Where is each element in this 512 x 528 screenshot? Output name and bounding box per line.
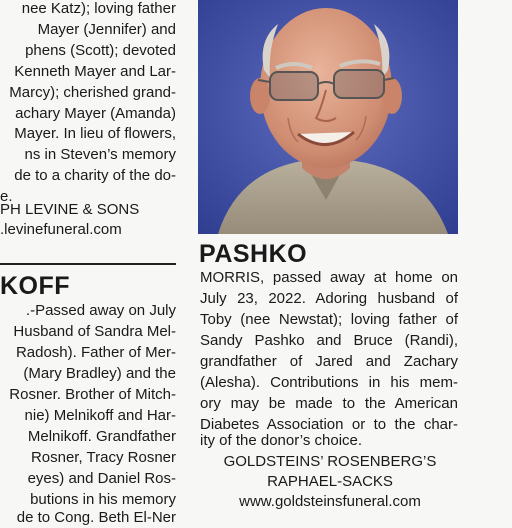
obit-text-line: Sandy Pashko and Bruce (Randi),: [200, 332, 458, 349]
obit-text-line: Melnikoff. Grandfather: [27, 428, 176, 445]
funeral-home-name-line2: RAPHAEL-SACKS: [267, 473, 393, 490]
section-divider: [0, 263, 176, 265]
obit-text-line: phens (Scott); devoted: [25, 42, 176, 59]
funeral-home-name: GOLDSTEINS’ ROSENBERG’S: [223, 453, 437, 470]
funeral-home-url: www.goldsteinsfuneral.com: [239, 493, 421, 510]
right-column: [198, 0, 462, 512]
obit-text-line: July 23, 2022. Adoring husband of: [200, 290, 458, 307]
obit-text-line: Diabetes Association or to the char-: [200, 416, 458, 433]
obit-text-line: e.: [0, 188, 13, 205]
obit-text-line: butions in his memory: [30, 491, 176, 508]
obit-text-line: Toby (nee Newstat); loving father of: [200, 311, 458, 328]
obit-text-line: grandfather of Jared and Zachary: [200, 353, 458, 370]
obit-text-line: nie) Melnikoff and Har-: [24, 407, 176, 424]
obit-text-line: de to a charity of the do-: [14, 167, 176, 184]
obit-text-line: Kenneth Mayer and Lar-: [14, 63, 176, 80]
obituary-portrait-photo: [198, 0, 458, 234]
obit-text-line: Mayer (Jennifer) and: [37, 21, 176, 38]
obit-heading: KOFF: [0, 272, 71, 300]
funeral-home-url: .levinefuneral.com: [0, 221, 122, 238]
funeral-home-name: PH LEVINE & SONS: [0, 201, 140, 218]
obit-text-line: (Alesha). Contributions in his mem-: [200, 374, 458, 391]
obit-text-line: .-Passed away on July: [25, 302, 176, 319]
obit-text-line: MORRIS, passed away at home on: [200, 269, 458, 286]
obit-text-line: Rosner. Brother of Mitch-: [9, 386, 176, 403]
obit-text-line: ory may be made to the American: [200, 395, 458, 412]
obit-text-line: achary Mayer (Amanda): [15, 105, 176, 122]
obit-text-line: Radosh). Father of Mer-: [15, 344, 176, 361]
obit-text-line: Marcy); cherished grand-: [9, 84, 176, 101]
obit-text-line: Rosner, Tracy Rosner: [30, 449, 176, 466]
obit-text-line: de to Cong. Beth El-Ner: [16, 509, 176, 526]
obit-text-line: nee Katz); loving father: [21, 0, 176, 17]
obit-text-line: eyes) and Daniel Ros-: [27, 470, 176, 487]
obit-text-line: Mayer. In lieu of flowers,: [14, 125, 176, 142]
obit-text-line: ns in Steven’s memory: [24, 146, 176, 163]
obit-text-line: ity of the donor’s choice.: [200, 432, 363, 449]
obit-text-line: Husband of Sandra Mel-: [13, 323, 176, 340]
obit-heading-pashko: PASHKO: [199, 240, 308, 268]
left-column: [0, 0, 184, 526]
obit-text-line: (Mary Bradley) and the: [23, 365, 176, 382]
